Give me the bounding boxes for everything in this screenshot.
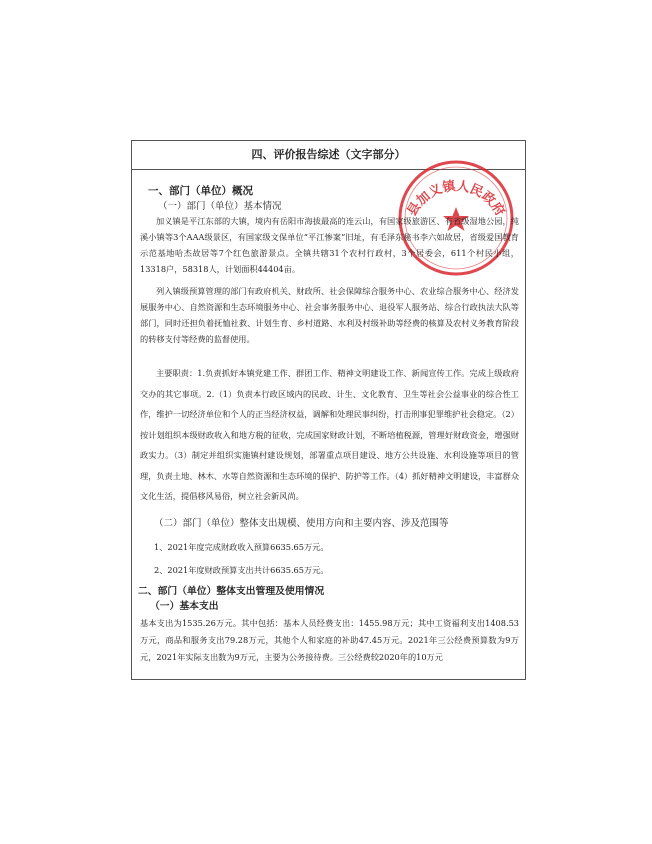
section-title: 四、评价报告综述（文字部分） bbox=[132, 141, 525, 170]
paragraph-budget-departments: 列入镇级预算管理的部门有政府机关、财政所、社会保障综合服务中心、农业综合服务中心、经济发展服务中心、自然资源和生态环境服务中心、社会事务服务中心、退役军人服务站、综合行政执法大队等部门，同时还担负着抚恤社救、计划生育、乡村道路、水利及村级补助等经费的核算及农村义务教育阶段的转移支付等经费的监督使用。 bbox=[140, 286, 519, 344]
heading-basic-expense: （一）基本支出 bbox=[150, 601, 219, 612]
paragraph-basic-expense: 基本支出为1535.26万元。其中包括：基本人员经费支出：1455.98万元；其中工资福利支出1408.53万元，商品和服务支出79.28万元，其他个人和家庭的补助47.45万元。2021年三公经费预算数为9万元，2021年实际支出数为9万元，主要为公务接待费。三公经费较2020年的10万元 bbox=[140, 618, 519, 662]
paragraph-town-profile: 加义镇是平江东部的大镇，境内有岳阳市海拔最高的连云山，有国家级旅游区、有省级湿地公园，纯溪小镇等3个AAA级景区，有国家级文保单位“平江惨案”旧址，有毛泽东秘书李六如故居，省级爱国教育示范基地哈杰故居等7个红色旅游景点。全镇共辖31个农村行政村，3个居委会，611个村民小组，13318户，58318人，计划面积44404亩。 bbox=[140, 216, 519, 274]
list-item-expense: 2、2021年度财政预算支出共计6635.65万元。 bbox=[154, 565, 329, 575]
seal-text: 县加义镇人民政府 bbox=[404, 179, 508, 219]
heading-expense-management: 二、部门（单位）整体支出管理及使用情况 bbox=[138, 586, 325, 597]
paragraph-main-duties: 主要职责：1.负责抓好本镇党建工作、群团工作、精神文明建设工作、新闻宣传工作。完成上级政府交办的其它事项。2.（1）负责本行政区域内的民政、计生、文化教育、卫生等社会公益事业的综合性工作，维护一切经济单位和个人的正当经济权益，调解和处理民事纠纷，打击刑事犯罪维护社会稳定。（2）按计划组织本级财政收入和地方税的征收，完成国家财政计划，不断培植税源，管理好财政资金，增强财政实力。（3）制定并组织实施镇村建设规划，部署重点项目建设、地方公共设施、水利设施等项目的管理，负责土地、林木、水等自然资源和生态环境的保护、防护等工作。（4）抓好精神文明建设，丰富群众文化生活，提倡移风易俗，树立社会新风尚。 bbox=[140, 368, 519, 501]
list-item-income: 1、2021年度完成财政收入预算6635.65万元。 bbox=[154, 542, 329, 552]
heading-basic-info: （一）部门（单位）基本情况 bbox=[158, 201, 282, 212]
document-frame bbox=[131, 140, 526, 680]
heading-overview: 一、部门（单位）概况 bbox=[148, 185, 253, 197]
heading-expense-scale: （二）部门（单位）整体支出规模、使用方向和主要内容、涉及范围等 bbox=[154, 518, 449, 529]
